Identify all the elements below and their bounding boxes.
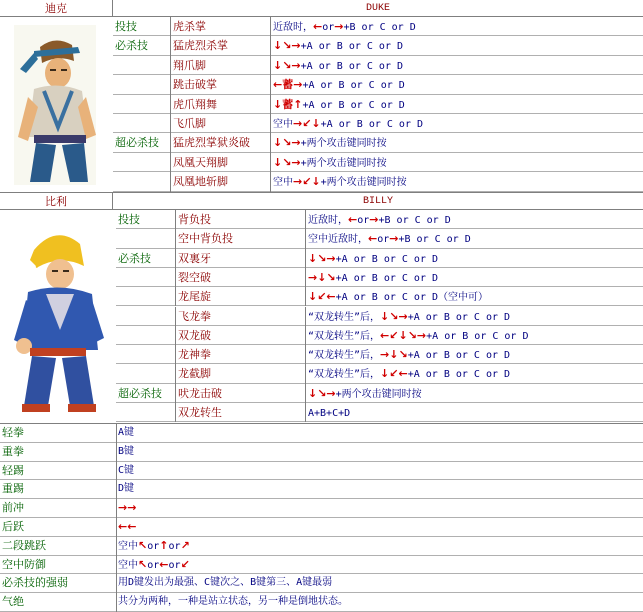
move-name: 凤凰天翔脚 <box>171 153 271 172</box>
command-prefix: 近敌时， <box>308 215 348 226</box>
general-key: 重踢 <box>2 482 24 496</box>
general-value <box>118 424 134 443</box>
command-arrows: ↓↘→ <box>273 58 301 72</box>
move-command <box>271 172 643 191</box>
move-category <box>116 345 176 364</box>
move-name: 猛虎烈掌狱炎破 <box>171 133 271 152</box>
general-value-char: 分 <box>128 596 138 608</box>
general-value-char: → <box>127 501 137 515</box>
move-category <box>113 95 171 114</box>
command-or: or <box>357 215 370 226</box>
command-buttons: +A or B or C or D <box>320 119 424 130</box>
move-category <box>116 364 176 383</box>
move-row <box>116 307 643 326</box>
general-value-char: 状 <box>228 596 238 608</box>
general-value-char: D <box>118 483 125 495</box>
general-separator <box>116 537 117 556</box>
move-command <box>271 153 643 172</box>
command-arrows: ←蓄→ <box>273 78 303 92</box>
move-name: 吠龙击破 <box>176 384 306 403</box>
general-value-char: 弱 <box>322 577 333 589</box>
general-value-char: 两 <box>148 596 158 608</box>
move-name: 双裏牙 <box>176 249 306 268</box>
command-arrows: ↓↘→ <box>380 309 408 323</box>
general-value-char: C <box>204 577 211 589</box>
billy-section <box>0 192 643 423</box>
general-value-char: 态 <box>328 596 338 608</box>
general-separator <box>116 499 117 518</box>
command-buttons: +B or C or D <box>378 215 451 226</box>
move-row <box>113 114 643 133</box>
general-separator <box>116 443 117 462</box>
command-buttons: +A or B or C or D（空中可） <box>335 292 489 304</box>
general-value-char: ， <box>248 596 258 608</box>
move-category <box>116 403 176 422</box>
move-row <box>116 249 643 268</box>
general-value-char: 用 <box>118 577 128 589</box>
move-row <box>113 133 643 152</box>
general-value-char: 地 <box>308 596 318 608</box>
move-command <box>306 307 643 326</box>
general-separator <box>116 480 117 499</box>
general-value-char: o <box>147 540 154 552</box>
move-name: 龙神拳 <box>176 345 306 364</box>
command-arrows: →↙↓ <box>293 175 321 189</box>
move-command <box>271 133 643 152</box>
command-prefix: 空中近敌时， <box>308 234 368 246</box>
move-category <box>116 229 176 248</box>
general-value-char: D <box>128 577 135 589</box>
move-category <box>116 307 176 326</box>
general-value-char: 是 <box>198 596 208 608</box>
general-row <box>0 593 643 612</box>
move-row <box>116 384 643 403</box>
general-value-char: 键 <box>124 445 135 457</box>
general-value-char: r <box>153 540 160 552</box>
general-row <box>0 480 643 499</box>
duke-header <box>0 0 643 17</box>
command-arrows-alt: → <box>334 20 344 33</box>
duke-portrait-image <box>0 17 113 192</box>
general-value-char: o <box>168 540 175 552</box>
move-row <box>116 287 643 306</box>
move-command <box>271 17 643 36</box>
general-value-char: 之 <box>230 577 241 589</box>
command-arrows: ↓↘→ <box>308 251 336 265</box>
general-value-char: 最 <box>174 577 185 589</box>
command-buttons: +两个攻击键同时按 <box>300 157 387 169</box>
move-name: 背负投 <box>176 210 306 229</box>
general-value-char: 为 <box>138 596 148 608</box>
general-value <box>118 443 134 462</box>
general-value-char: 中 <box>128 540 138 552</box>
general-separator <box>116 593 117 612</box>
general-value-char: 、 <box>240 577 251 589</box>
general-value-char: 键 <box>124 464 135 476</box>
general-key: 必杀技的强弱 <box>2 576 68 590</box>
move-name: 虎杀掌 <box>171 17 271 36</box>
general-separator <box>116 518 117 537</box>
general-value-char: o <box>147 559 154 571</box>
general-value-char: 倒 <box>298 596 308 608</box>
general-value-char: ← <box>159 557 169 571</box>
command-buttons: +两个攻击键同时按 <box>320 177 407 189</box>
move-command <box>306 249 643 268</box>
move-category <box>113 75 171 94</box>
move-category: 必杀技 <box>116 249 176 268</box>
move-command <box>306 210 643 229</box>
general-value-char: A <box>118 427 125 438</box>
move-name: 双龙转生 <box>176 403 306 422</box>
command-buttons: +A or B or C or D <box>300 60 404 72</box>
move-category <box>116 268 176 287</box>
duke-section <box>0 0 643 192</box>
command-buttons: +A or B or C or D <box>335 253 439 265</box>
command-arrows: ↓↘→ <box>273 39 301 53</box>
move-row <box>113 56 643 75</box>
general-value-char: 是 <box>288 596 298 608</box>
general-value-char: 态 <box>238 596 248 608</box>
command-or: or <box>322 22 335 33</box>
move-category: 必杀技 <box>113 36 171 55</box>
move-command <box>306 326 643 345</box>
command-arrows: ↓↘→ <box>273 136 301 150</box>
move-name: 龙截脚 <box>176 364 306 383</box>
move-name: 跳击破掌 <box>171 75 271 94</box>
general-value-char: ↖ <box>138 557 148 571</box>
general-separator <box>116 424 117 443</box>
general-value-char: 空 <box>118 540 128 552</box>
general-value-char: ， <box>168 596 178 608</box>
command-buttons: +A or B or C or D <box>302 99 405 111</box>
move-command <box>306 364 643 383</box>
general-value-char: B <box>250 577 257 589</box>
move-category: 超必杀技 <box>113 133 171 152</box>
general-key: 重拳 <box>2 444 24 458</box>
move-name: 龙尾旋 <box>176 287 306 306</box>
general-value-char: 为 <box>164 577 175 589</box>
general-value-char: 、 <box>194 577 205 589</box>
general-value-char: 最 <box>312 577 323 589</box>
move-row <box>116 210 643 229</box>
billy-name: 比利 <box>0 193 113 210</box>
command-arrows: ↓↘→ <box>273 155 301 169</box>
general-row <box>0 556 643 575</box>
general-key: 空中防御 <box>2 557 46 571</box>
move-command <box>306 403 643 422</box>
general-row <box>0 518 643 537</box>
command-arrows: →↙↓ <box>293 117 321 130</box>
command-prefix: “双龙转生”后， <box>308 369 381 381</box>
command-buttons: +A or B or C or D <box>407 369 511 381</box>
general-value-char: 种 <box>188 596 198 608</box>
general-separator <box>116 574 117 593</box>
general-value-char: ← <box>118 520 128 533</box>
command-buttons: +两个攻击键同时按 <box>300 138 387 150</box>
general-row <box>0 443 643 462</box>
command-prefix: A+B+C+D <box>308 408 351 419</box>
move-command <box>306 287 643 306</box>
move-name: 虎爪翔舞 <box>171 95 271 114</box>
move-name: 裂空破 <box>176 268 306 287</box>
general-value-char: 键 <box>256 577 267 589</box>
general-value-char: 强 <box>184 577 195 589</box>
general-value-char: → <box>118 501 128 515</box>
general-value-char: 中 <box>128 559 138 571</box>
general-value-char: 发 <box>144 577 155 589</box>
move-row <box>113 36 643 55</box>
command-prefix: “双龙转生”后， <box>308 311 381 323</box>
duke-name-en: DUKE <box>365 3 390 14</box>
command-arrows: →↓↘ <box>380 348 408 362</box>
move-command <box>306 384 643 403</box>
command-arrows-alt: → <box>389 232 399 246</box>
general-value-char: 键 <box>302 577 313 589</box>
general-value-char: 种 <box>158 596 168 608</box>
move-name: 猛虎烈杀掌 <box>171 36 271 55</box>
move-row <box>113 17 643 36</box>
move-row <box>113 95 643 114</box>
move-row <box>116 403 643 422</box>
general-separator <box>116 462 117 481</box>
general-value-char: r <box>153 559 160 571</box>
move-category: 投技 <box>116 210 176 229</box>
move-category <box>113 153 171 172</box>
command-or: or <box>377 234 390 246</box>
general-value-char: 一 <box>178 596 188 608</box>
command-prefix: 近敌时， <box>273 22 313 33</box>
command-buttons: +A or B or C or D <box>426 330 529 342</box>
general-value-char: 键 <box>124 483 135 495</box>
general-value-char: 出 <box>154 577 165 589</box>
command-arrows: ← <box>368 232 378 246</box>
general-value-char: 另 <box>258 596 268 608</box>
move-command <box>271 36 643 55</box>
general-value-char: ↗ <box>180 538 190 552</box>
general-value <box>118 499 136 519</box>
move-category <box>113 56 171 75</box>
command-arrows: →↓↘ <box>308 270 336 284</box>
general-value-char: 键 <box>124 427 135 438</box>
general-value <box>118 480 134 499</box>
general-value <box>118 593 348 612</box>
general-key: 气绝 <box>2 595 24 609</box>
move-name: 凤凰地斩脚 <box>171 172 271 191</box>
general-key: 轻拳 <box>2 426 24 439</box>
general-key: 前冲 <box>2 501 24 515</box>
move-category: 超必杀技 <box>116 384 176 403</box>
move-row <box>116 345 643 364</box>
move-category <box>116 287 176 306</box>
move-name: 翔爪脚 <box>171 56 271 75</box>
command-arrows-alt: → <box>369 213 379 226</box>
billy-name-en: BILLY <box>362 196 393 207</box>
general-value-char: 键 <box>134 577 145 589</box>
billy-header <box>0 193 643 210</box>
move-row <box>116 326 643 345</box>
command-buttons: +A or B or C or D <box>407 350 511 362</box>
general-value-char: 状 <box>318 596 328 608</box>
command-buttons: +A or B or C or D <box>335 272 439 284</box>
general-separator <box>116 556 117 575</box>
general-value-char: ← <box>127 520 137 533</box>
duke-portrait <box>0 17 113 192</box>
general-value-char: 。 <box>338 596 348 608</box>
move-row <box>116 364 643 383</box>
move-command <box>271 75 643 94</box>
general-key: 后跃 <box>2 520 24 533</box>
general-value <box>118 462 134 481</box>
general-value-char: 键 <box>210 577 221 589</box>
general-value-char: C <box>118 464 125 476</box>
command-arrows: ← <box>348 213 358 226</box>
general-row <box>0 499 643 518</box>
general-value <box>118 518 136 538</box>
command-prefix: 空中 <box>273 177 293 189</box>
command-prefix: 空中 <box>273 119 293 130</box>
general-value-char: A <box>296 577 303 589</box>
general-value-char: 共 <box>118 596 128 608</box>
general-value-char: o <box>168 559 175 571</box>
general-value-char: 一 <box>268 596 278 608</box>
duke-name: 迪克 <box>0 0 113 17</box>
general-value-char: 站 <box>208 596 218 608</box>
billy-portrait-image <box>0 210 116 422</box>
general-value-char: r <box>174 559 181 571</box>
command-buttons: +A or B or C or D <box>300 41 404 53</box>
general-value-char: ↑ <box>159 538 169 552</box>
command-buttons: +A or B or C or D <box>302 80 405 92</box>
move-name: 双龙破 <box>176 326 306 345</box>
general-row <box>0 424 643 443</box>
move-command <box>271 114 643 133</box>
general-value-char: 三 <box>276 577 287 589</box>
command-buttons: +B or C or D <box>398 234 471 246</box>
general-row <box>0 462 643 481</box>
move-row <box>113 172 643 191</box>
general-value-char: 第 <box>266 577 277 589</box>
command-arrows: ↓↘→ <box>308 386 336 400</box>
move-row <box>116 229 643 248</box>
move-category <box>113 114 171 133</box>
general-value-char: ↙ <box>180 557 190 571</box>
billy-portrait <box>0 210 116 422</box>
command-arrows: ↓↙← <box>308 290 336 304</box>
general-key: 轻踢 <box>2 463 24 477</box>
general-value-char: r <box>174 540 181 552</box>
general-value-char: 次 <box>220 577 231 589</box>
move-command <box>306 345 643 364</box>
general-value <box>118 574 332 593</box>
command-arrows: ←↙↓↘→ <box>380 328 427 342</box>
general-section <box>0 423 643 611</box>
move-command <box>306 229 643 248</box>
move-name: 飞龙拳 <box>176 307 306 326</box>
command-buttons: +B or C or D <box>343 22 416 33</box>
general-value <box>118 556 190 576</box>
command-buttons: +A or B or C or D <box>407 311 511 323</box>
command-buttons: +两个攻击键同时按 <box>335 388 422 400</box>
command-prefix: “双龙转生”后， <box>308 330 381 342</box>
general-value-char: 、 <box>286 577 297 589</box>
command-arrows: ← <box>313 20 323 33</box>
move-name: 空中背负投 <box>176 229 306 248</box>
move-command <box>271 95 643 114</box>
move-name: 飞爪脚 <box>171 114 271 133</box>
move-category <box>116 326 176 345</box>
general-value-char: 种 <box>278 596 288 608</box>
general-value-char: 立 <box>218 596 228 608</box>
general-key: 二段跳跃 <box>2 538 46 552</box>
move-row <box>113 153 643 172</box>
move-row <box>116 268 643 287</box>
move-command <box>306 268 643 287</box>
move-category: 投技 <box>113 17 171 36</box>
general-value-char: 空 <box>118 559 128 571</box>
move-category <box>113 172 171 191</box>
general-row <box>0 537 643 556</box>
move-command <box>271 56 643 75</box>
command-arrows: ↓↙← <box>380 367 408 381</box>
general-value-char: ↖ <box>138 538 148 552</box>
move-row <box>113 75 643 94</box>
general-value-char: B <box>118 445 125 457</box>
general-value <box>118 537 190 557</box>
command-prefix: “双龙转生”后， <box>308 350 381 362</box>
general-row <box>0 574 643 593</box>
command-arrows: ↓蓄↑ <box>273 97 303 111</box>
